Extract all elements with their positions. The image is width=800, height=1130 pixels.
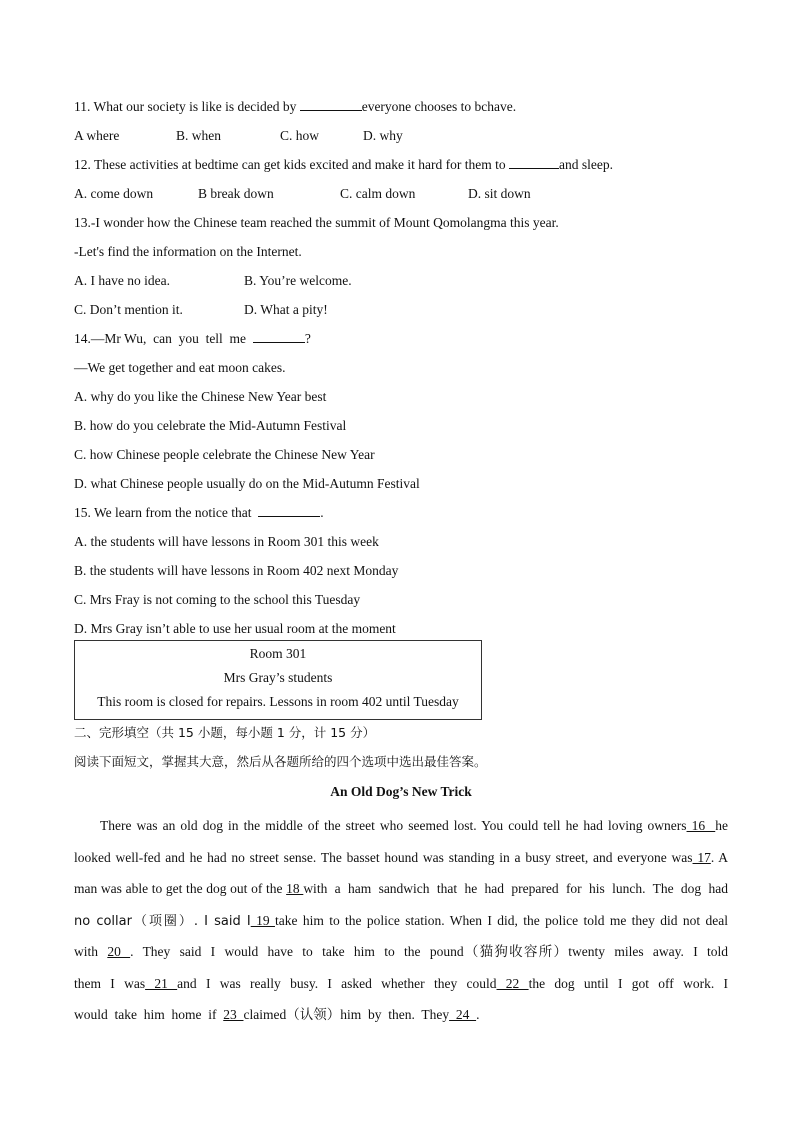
blank-17[interactable]: 17 xyxy=(692,849,711,865)
option-c[interactable]: C. Mrs Fray is not coming to the school this Tuesday xyxy=(74,592,361,607)
option-c[interactable]: C. how xyxy=(280,128,320,143)
question-13-reply: -Let's find the information on the Internet. xyxy=(74,244,302,259)
question-11-options xyxy=(74,125,728,154)
blank-24[interactable]: 24 xyxy=(449,1007,477,1022)
question-12-options xyxy=(74,183,728,212)
blank-20[interactable]: 20 xyxy=(107,944,131,959)
q15-stem-before: 15. We learn from the notice that xyxy=(74,505,259,520)
question-14-reply: —We get together and eat moon cakes. xyxy=(74,360,286,375)
passage-line: no collar（项圈）. I said I 19 take him to the police station. When I did, the police told me they did not deal xyxy=(74,912,728,929)
question-13-options-ab xyxy=(74,270,728,299)
answer-blank[interactable] xyxy=(509,154,559,169)
option-c[interactable]: C. calm down xyxy=(340,186,416,201)
passage-line: There was an old dog in the middle of the street who seemed lost. You could tell he had loving owners 16 he xyxy=(100,818,728,833)
option-a[interactable]: A. the students will have lessons in Room 301 this week xyxy=(74,534,379,549)
exam-page xyxy=(74,96,728,1031)
option-c[interactable]: C. how Chinese people celebrate the Chinese New Year xyxy=(74,447,375,462)
q14-stem-after: ? xyxy=(304,331,311,346)
passage-title: An Old Dog’s New Trick xyxy=(330,784,472,799)
option-b[interactable]: B. when xyxy=(176,128,221,143)
passage-line: looked well-fed and he had no street sense. The basset hound was standing in a busy street, and everyone was 17. A xyxy=(74,849,728,865)
blank-21[interactable]: 21 xyxy=(145,975,178,991)
option-b[interactable]: B. You’re welcome. xyxy=(244,273,352,288)
question-11-stem xyxy=(74,96,728,125)
answer-blank[interactable] xyxy=(300,96,362,111)
q11-stem-before: 11. What our society is like is decided by xyxy=(74,99,300,114)
blank-19[interactable]: 19 xyxy=(250,912,275,928)
question-14-stem xyxy=(74,328,728,357)
q11-stem-after: everyone chooses to bchave. xyxy=(361,99,517,114)
option-b[interactable]: B. the students will have lessons in Room 402 next Monday xyxy=(74,563,399,578)
option-d[interactable]: D. why xyxy=(363,128,403,143)
q12-stem-before: 12. These activities at bedtime can get kids excited and make it hard for them to xyxy=(74,157,509,172)
option-d[interactable]: D. what Chinese people usually do on the Mid-Autumn Festival xyxy=(74,476,420,491)
passage-line: with 20 . They said I would have to take him to the pound（猫狗收容所）twenty miles away. I told xyxy=(74,944,728,959)
blank-16[interactable]: 16 xyxy=(686,818,716,833)
blank-18[interactable]: 18 xyxy=(286,881,304,896)
section-heading: 二、完形填空（共 15 小题，每小题 1 分，计 15 分） xyxy=(74,725,376,740)
blank-22[interactable]: 22 xyxy=(496,975,529,991)
notice-message: This room is closed for repairs. Lessons in room 402 until Tuesday xyxy=(97,694,459,709)
question-13-options-cd xyxy=(74,299,728,328)
passage-line: man was able to get the dog out of the 18 with a ham sandwich that he had prepared for his lunch. The dog had xyxy=(74,881,728,896)
q14-stem-before: 14.—Mr Wu, can you tell me xyxy=(74,331,253,346)
question-13-stem: 13.-I wonder how the Chinese team reached the summit of Mount Qomolangma this year. xyxy=(74,215,559,230)
option-d[interactable]: D. sit down xyxy=(468,186,531,201)
passage xyxy=(74,810,728,1031)
option-a[interactable]: A where xyxy=(74,128,120,143)
notice-students: Mrs Gray’s students xyxy=(223,670,333,685)
option-c[interactable]: C. Don’t mention it. xyxy=(74,302,183,317)
option-a[interactable]: A. I have no idea. xyxy=(74,273,170,288)
option-b[interactable]: B. how do you celebrate the Mid-Autumn Festival xyxy=(74,418,347,433)
option-b[interactable]: B break down xyxy=(198,186,274,201)
option-a[interactable]: A. why do you like the Chinese New Year best xyxy=(74,389,327,404)
question-15-stem xyxy=(74,502,728,531)
answer-blank[interactable] xyxy=(253,328,305,343)
section-instruction: 阅读下面短文，掌握其大意，然后从各题所给的四个选项中选出最佳答案。 xyxy=(74,754,487,769)
q15-stem-after: . xyxy=(320,505,324,520)
blank-23[interactable]: 23 xyxy=(223,1007,244,1022)
question-12-stem xyxy=(74,154,728,183)
option-d[interactable]: D. Mrs Gray isn’t able to use her usual room at the moment xyxy=(74,621,396,636)
passage-line: would take him home if 23 claimed（认领）him by then. They 24 . xyxy=(74,1007,480,1022)
answer-blank[interactable] xyxy=(258,502,320,517)
option-a[interactable]: A. come down xyxy=(74,186,154,201)
option-d[interactable]: D. What a pity! xyxy=(244,302,328,317)
notice-box xyxy=(74,640,482,720)
q12-stem-after: and sleep. xyxy=(559,157,613,172)
passage-line: them I was 21 and I was really busy. I asked whether they could 22 the dog until I got off work. I xyxy=(74,975,728,991)
notice-room: Room 301 xyxy=(249,646,307,661)
